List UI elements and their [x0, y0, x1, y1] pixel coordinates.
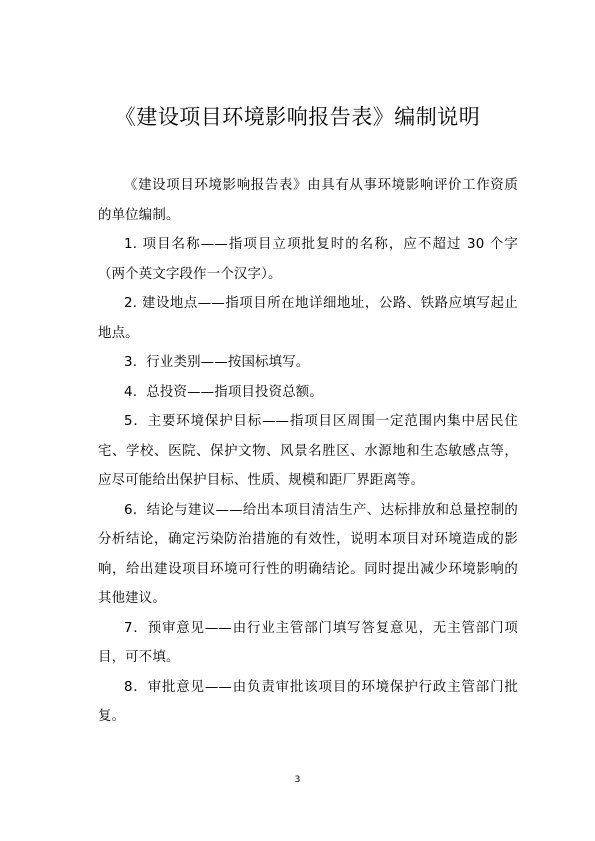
paragraph-item-4: 4．总投资——指项目投资总额。	[124, 384, 323, 400]
document-body	[98, 171, 518, 732]
document-title: 《建设项目环境影响报告表》编制说明	[114, 105, 481, 129]
paragraph-item-3: 3．行业类别——按国标填写。	[124, 355, 310, 370]
paragraph-item-5: 5．主要环境保护目标——指项目区周围一定范围内集中居民住宅、学校、医院、保护文物、风景名胜区、水源地和生态敏感点等，应尽可能给出保护目标、性质、规模和距厂界距离等。	[98, 414, 518, 488]
page-number: 3	[294, 775, 301, 785]
paragraph-intro: 《建设项目环境影响报告表》由具有从事环境影响评价工作资质的单位编制。	[98, 178, 518, 223]
paragraph-item-2: 2. 建设地点——指项目所在地详细地址，公路、铁路应填写起止地点。	[98, 296, 518, 341]
paragraph-item-6: 6．结论与建议——给出本项目清洁生产、达标排放和总量控制的分析结论，确定污染防治措施的有效性，说明本项目对环境造成的影响，给出建设项目环境可行性的明确结论。同时提出减少环境影响的其他建议。	[98, 502, 518, 606]
paragraph-item-7: 7．预审意见——由行业主管部门填写答复意见，无主管部门项目，可不填。	[98, 620, 518, 665]
paragraph-item-1: 1. 项目名称——指项目立项批复时的名称，应不超过 30 个字（两个英文字段作一个汉字）。	[98, 237, 518, 282]
paragraph-item-8: 8．审批意见——由负责审批该项目的环境保护行政主管部门批复。	[98, 679, 518, 724]
